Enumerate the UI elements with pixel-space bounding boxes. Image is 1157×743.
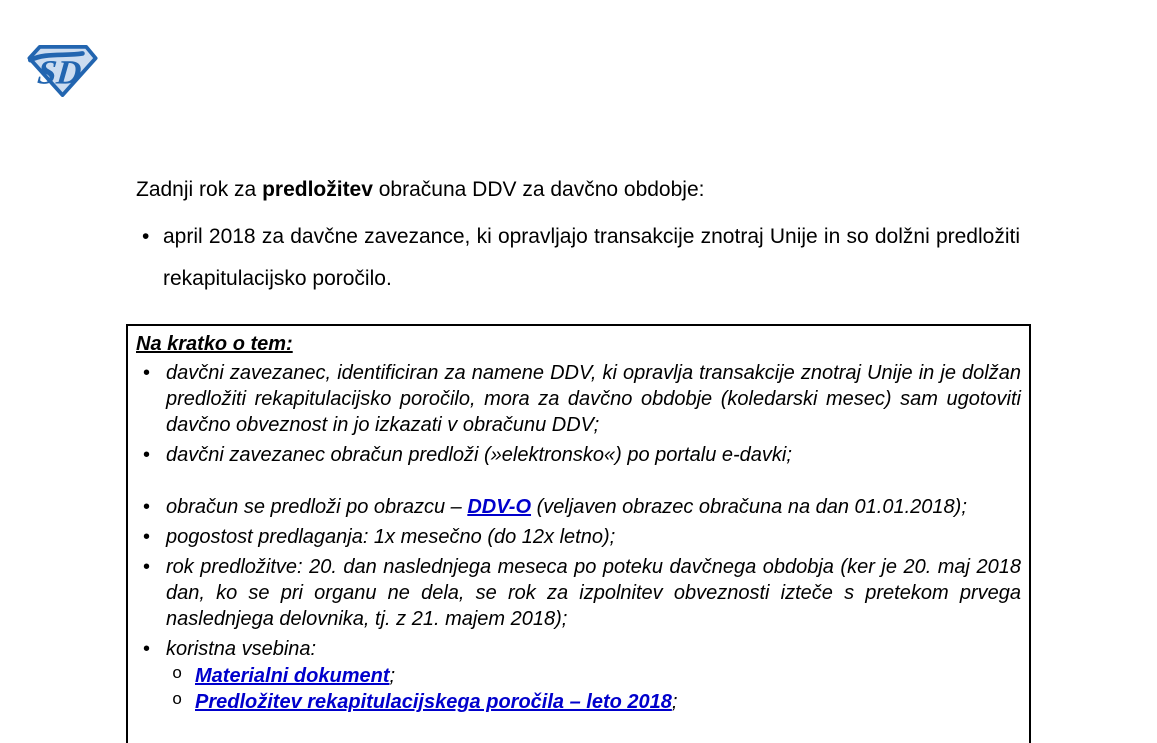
sub-bullet-predlozitev	[166, 689, 1021, 715]
page-title	[136, 177, 1031, 202]
heading-pre: Zadnji rok za	[136, 178, 263, 201]
predlozitev-porocila-link[interactable]: Predložitev rekapitulacijskega poročila – leto 2018	[195, 691, 672, 713]
sub-bullet-materialni	[166, 663, 1021, 689]
materialni-dokument-link[interactable]: Materialni dokument	[195, 665, 390, 687]
bullet-obrazec-pre: obračun se predloži po obrazcu –	[166, 496, 468, 518]
heading-post: obračuna DDV za davčno obdobje:	[372, 178, 705, 201]
sub-bullet-predlozitev-suffix: ;	[671, 691, 678, 713]
box-bullet-rok: • rok predložitve: 20. dan naslednjega meseca po poteku davčnega obdobja (ker je 20. maj 2018 dan, ko se pri organu ne dela, se rok za izpolnitev obveznosti izteče s pretekom prvega naslednjega delovnika, tj. z 21. majem 2018);	[136, 554, 1021, 632]
box-bullet-obrazec	[136, 494, 1021, 520]
logo-letters: SD	[35, 54, 84, 92]
heading-bold: predložitev	[262, 178, 373, 201]
ddv-o-link[interactable]: DDV-O	[467, 496, 532, 518]
sub-bullet-materialni-suffix: ;	[389, 665, 396, 687]
intro-bullet: • april 2018 za davčne zavezance, ki opravljajo transakcije znotraj Unije in so dolžni predložiti rekapitulacijsko poročilo.	[136, 216, 1020, 300]
useful-links-list	[166, 663, 1021, 715]
bullet-obrazec-post: (veljaven obrazec obračuna na dan 01.01.2018);	[531, 496, 967, 518]
box-title: Na kratko o tem:	[136, 333, 293, 355]
sd-logo	[27, 44, 99, 97]
box-bullet-edavki: • davčni zavezanec obračun predloži (»elektronsko«) po portalu e-davki;	[136, 442, 1021, 468]
summary-box	[126, 324, 1031, 743]
box-bullet-pogostost: • pogostost predlaganja: 1x mesečno (do 12x letno);	[136, 524, 1021, 550]
document-page	[126, 0, 1031, 743]
box-bullet-list	[136, 360, 1021, 715]
box-bullet-identification: • davčni zavezanec, identificiran za namene DDV, ki opravlja transakcije znotraj Unije in je dolžan predložiti rekapitulacijsko poročilo, mora za davčno obdobje (koledarski mesec) sam ugotoviti davčno obveznost in jo izkazati v obračunu DDV;	[136, 360, 1021, 438]
intro-bullet-list	[136, 216, 1020, 300]
koristna-vsebina-label: koristna vsebina:	[166, 638, 317, 660]
box-bullet-koristna-vsebina	[136, 636, 1021, 715]
